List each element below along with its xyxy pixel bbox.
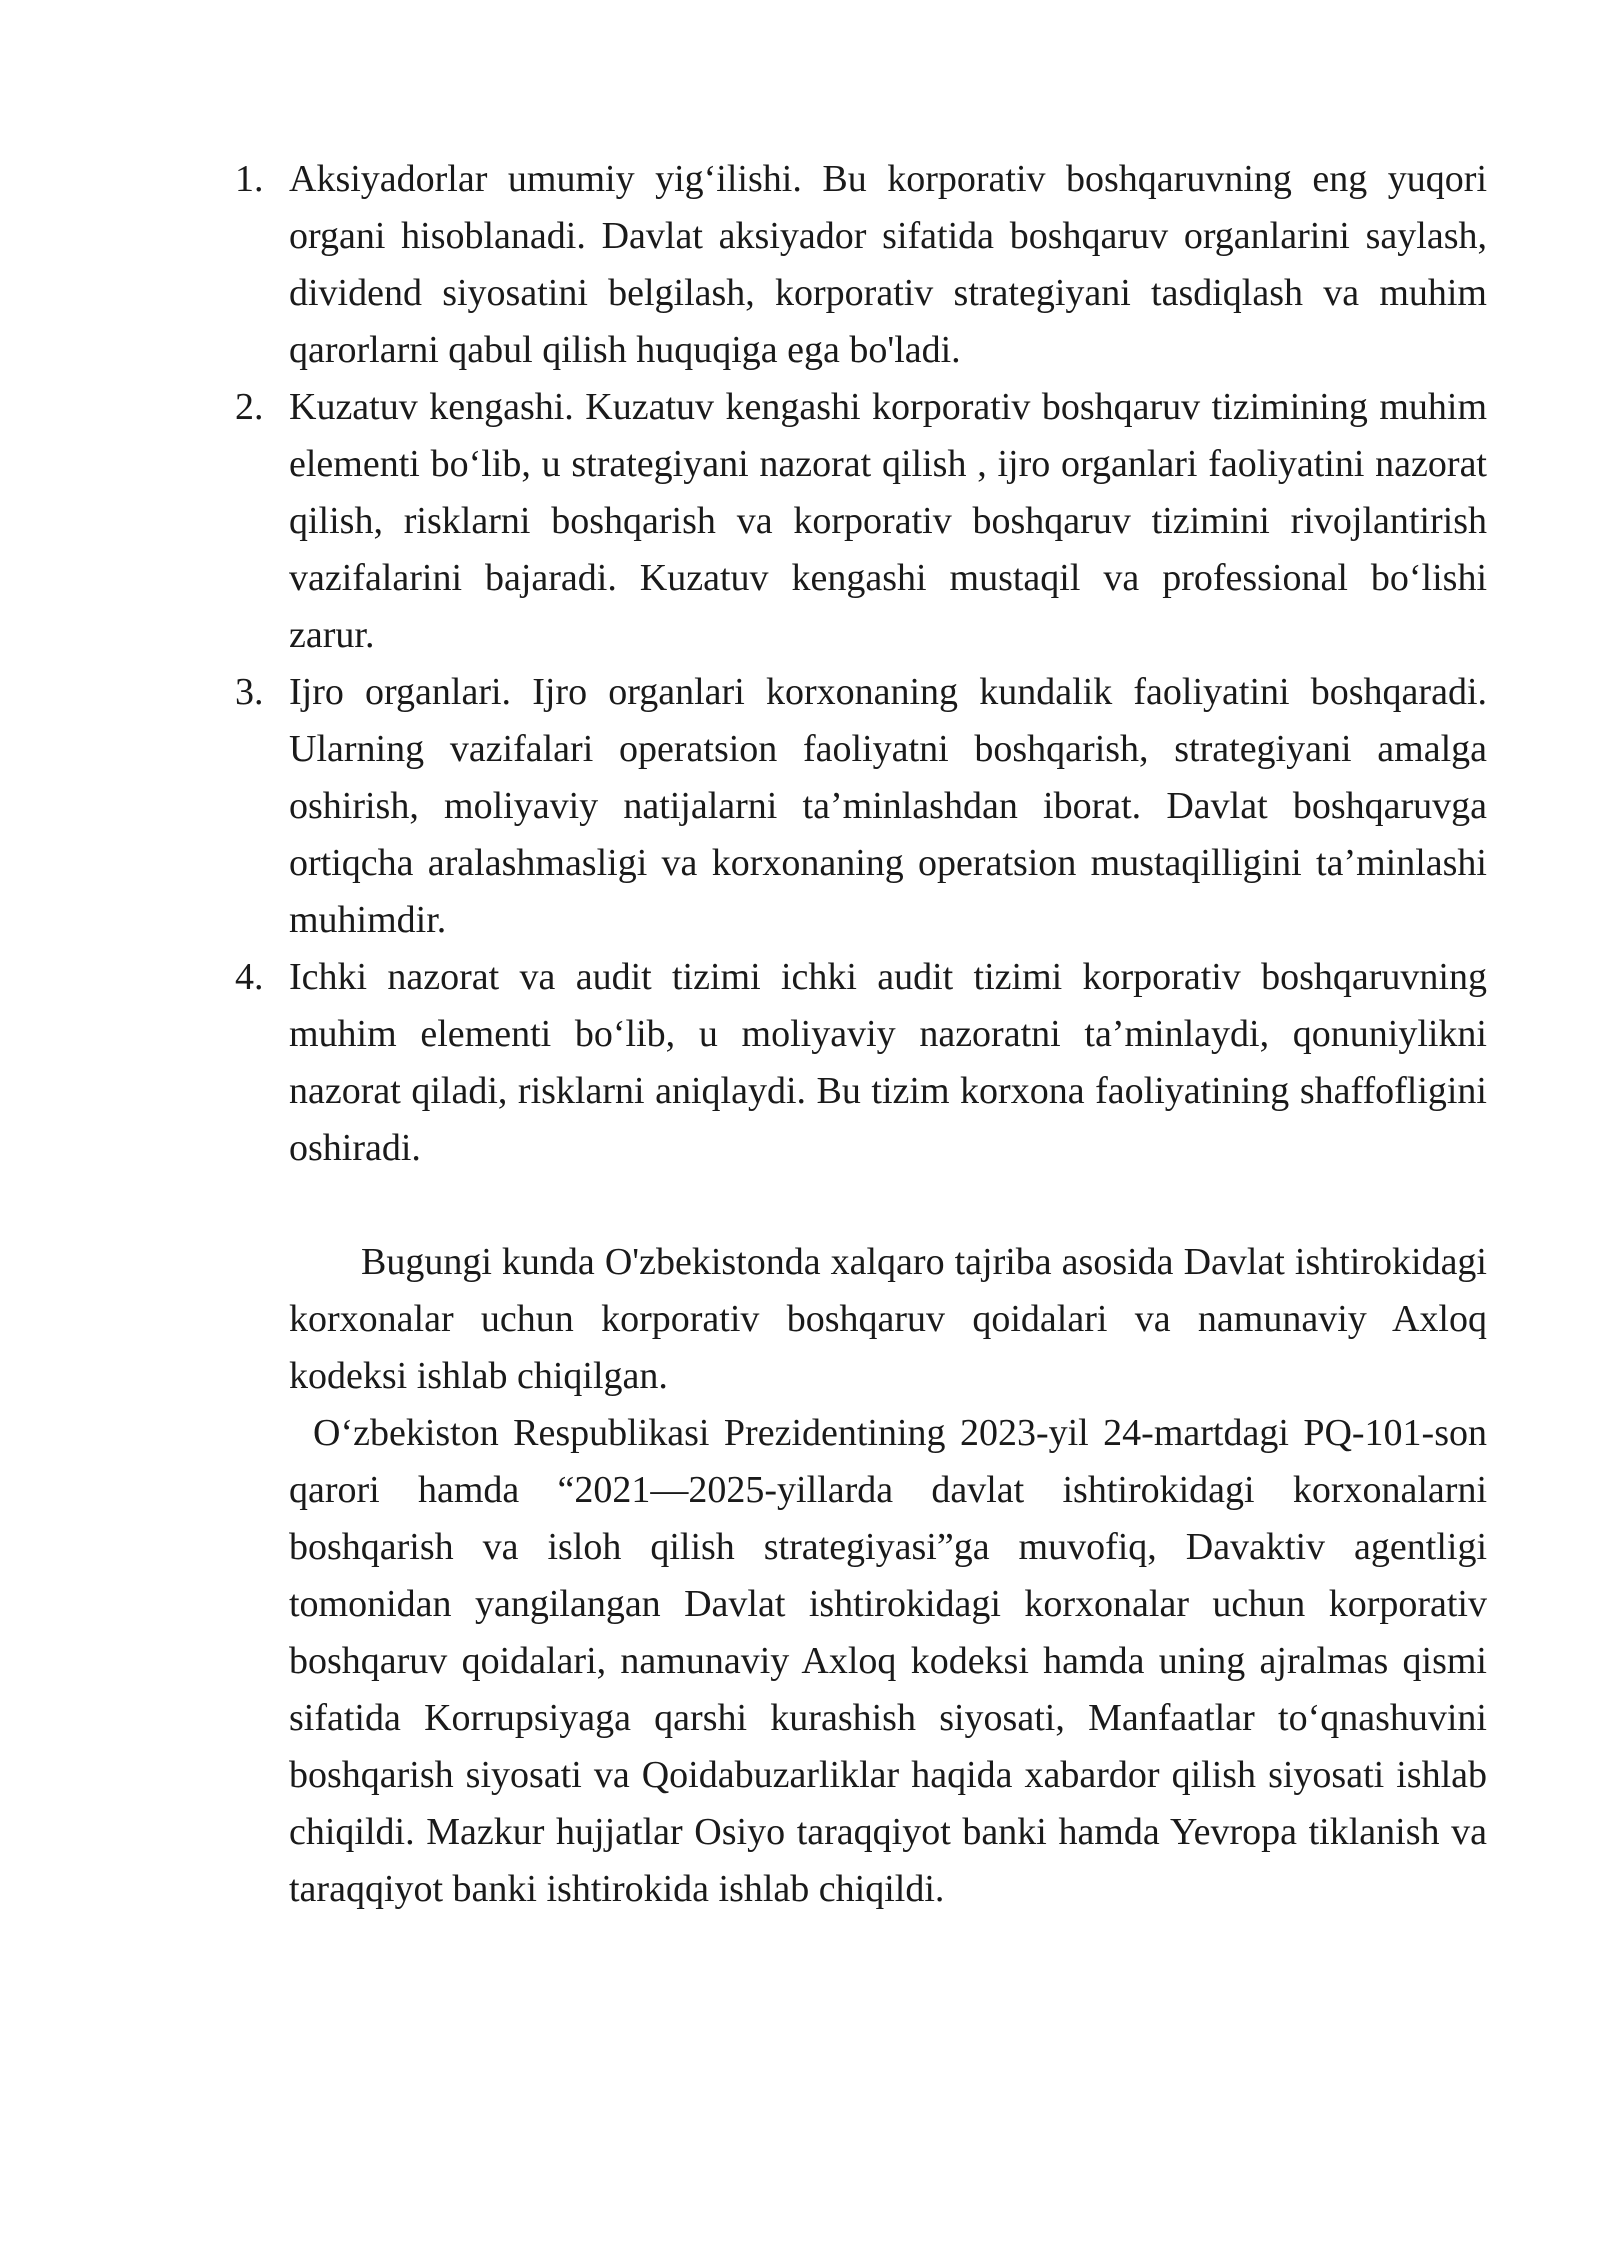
list-item-number: 3. [235,671,264,713]
list-item-text: Aksiyadorlar umumiy yig‘ilishi. Bu korporativ boshqaruvning eng yuqori organi hisoblanadi. Davlat aksiyador sifatida boshqaruv organlarini saylash, dividend siyosatini belgilash, korporativ strategiyani tasdiqlash va muhim qarorlarni qabul qilish huquqiga ega bo'ladi. [289,158,1487,371]
list-item [235,151,1487,379]
paragraph-spacer [289,1177,1487,1234]
list-item-number: 4. [235,956,264,998]
list-item-number: 2. [235,386,264,428]
numbered-list [235,151,1487,1177]
paragraph-intro: Bugungi kunda O'zbekistonda xalqaro tajriba asosida Davlat ishtirokidagi korxonalar uchun korporativ boshqaruv qoidalari va namunaviy Axloq kodeksi ishlab chiqilgan. [289,1241,1487,1397]
document-body [235,151,1487,1918]
list-item-text: Kuzatuv kengashi. Kuzatuv kengashi korporativ boshqaruv tizimining muhim elementi bo‘lib, u strategiyani nazorat qilish , ijro organlari faoliyatini nazorat qilish, risklarni boshqarish va korporativ boshqaruv tizimini rivojlantirish vazifalarini bajaradi. Kuzatuv kengashi mustaqil va professional bo‘lishi zarur. [289,386,1487,656]
list-item [235,664,1487,949]
list-item [235,949,1487,1177]
list-item-text: Ichki nazorat va audit tizimi ichki audit tizimi korporativ boshqaruvning muhim elementi bo‘lib, u moliyaviy nazoratni ta’minlaydi, qonuniylikni nazorat qiladi, risklarni aniqlaydi. Bu tizim korxona faoliyatining shaffofligini oshiradi. [289,956,1487,1169]
paragraph-decree: O‘zbekiston Respublikasi Prezidentining 2023-yil 24-martdagi PQ-101-son qarori hamda “2021—2025-yillarda davlat ishtirokidagi korxonalarni boshqarish va isloh qilish strategiyasi”ga muvofiq, Davaktiv agentligi tomonidan yangilangan Davlat ishtirokidagi korxonalar uchun korporativ boshqaruv qoidalari, namunaviy Axloq kodeksi hamda uning ajralmas qismi sifatida Korrupsiyaga qarshi kurashish siyosati, Manfaatlar to‘qnashuvini boshqarish siyosati va Qoidabuzarliklar haqida xabardor qilish siyosati ishlab chiqildi. Mazkur hujjatlar Osiyo taraqqiyot banki hamda Yevropa tiklanish va taraqqiyot banki ishtirokida ishlab chiqildi. [289,1412,1487,1910]
list-item-number: 1. [235,158,264,200]
list-item [235,379,1487,664]
list-item-text: Ijro organlari. Ijro organlari korxonaning kundalik faoliyatini boshqaradi. Ularning vazifalari operatsion faoliyatni boshqarish, strategiyani amalga oshirish, moliyaviy natijalarni ta’minlashdan iborat. Davlat boshqaruvga ortiqcha aralashmasligi va korxonaning operatsion mustaqilligini ta’minlashi muhimdir. [289,671,1487,941]
